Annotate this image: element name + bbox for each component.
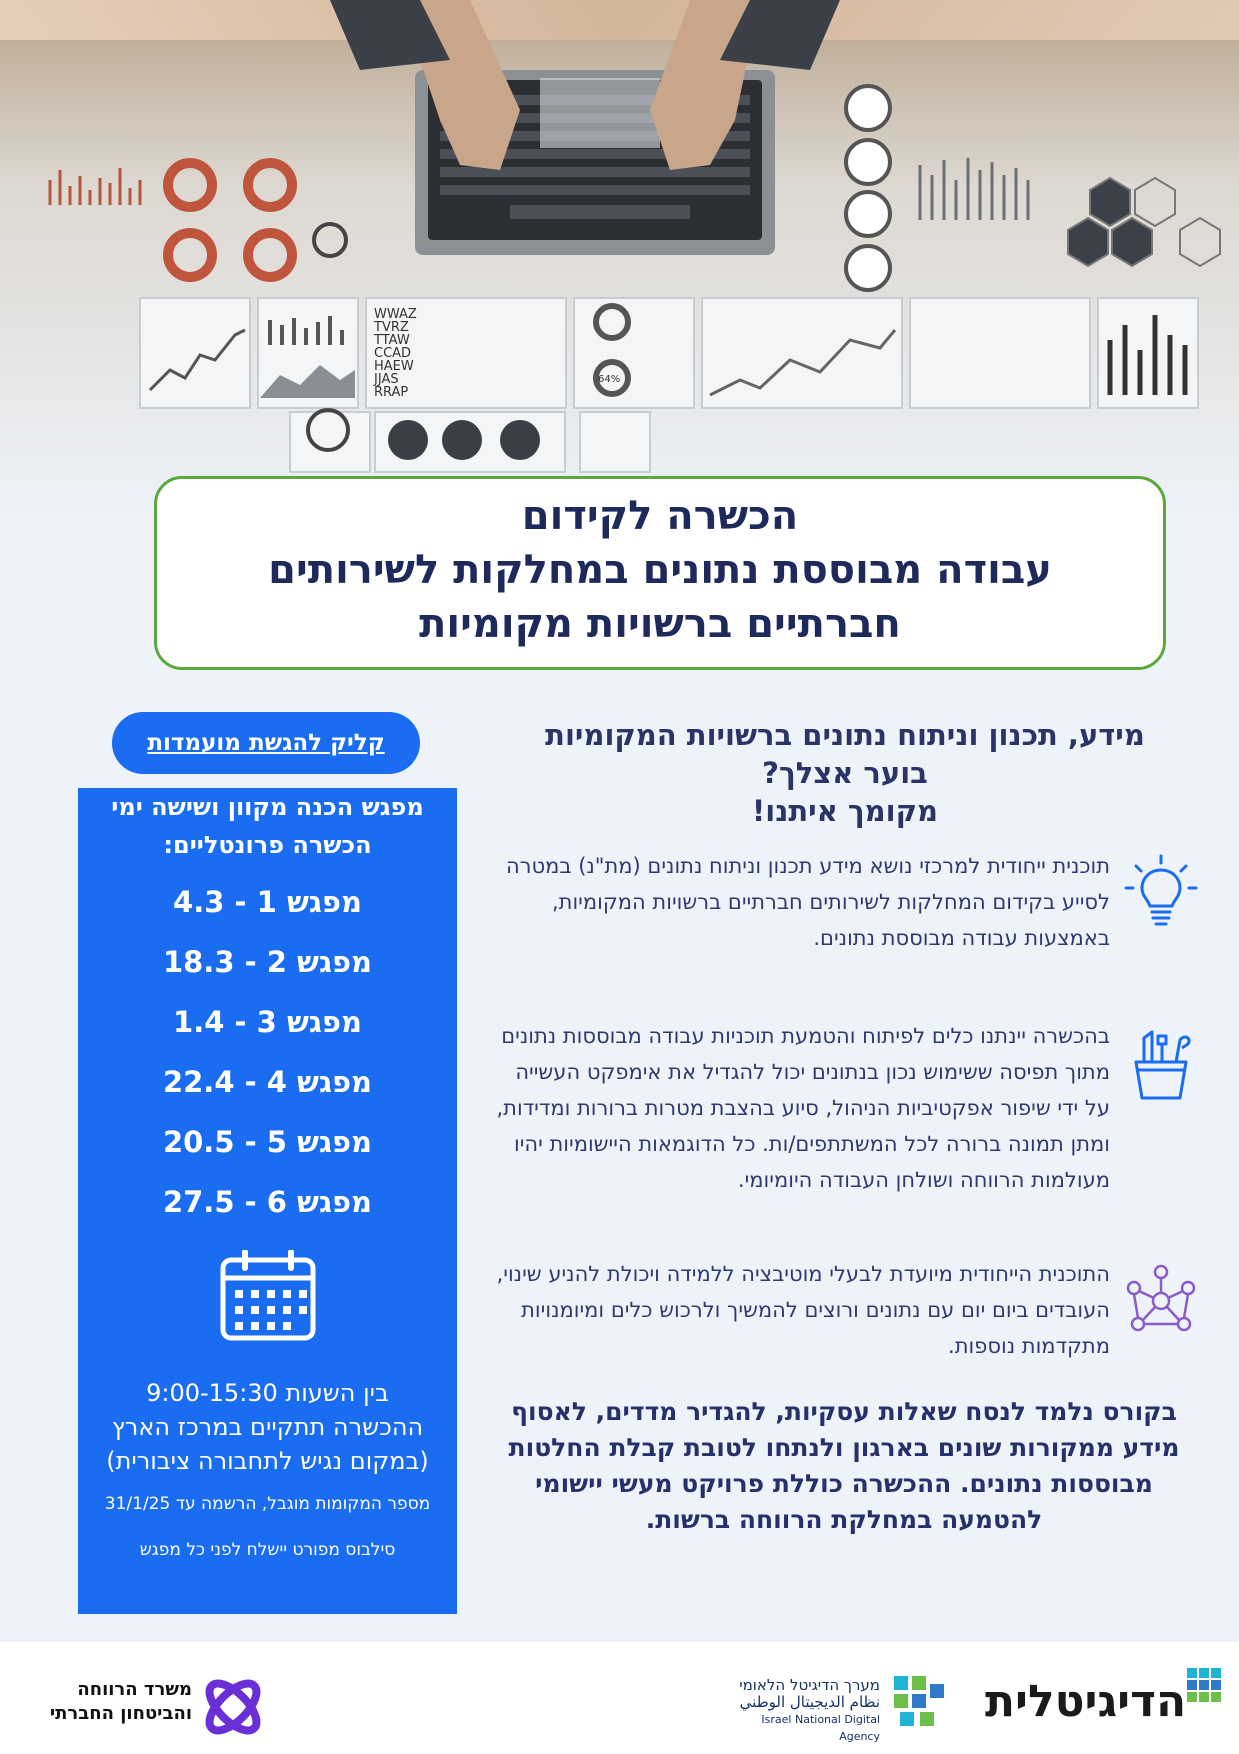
- meeting-item: מפגש 4 - 22.4: [162, 1065, 373, 1099]
- headline-line-1: מידע, תכנון וניתוח נתונים ברשויות המקומיות: [545, 718, 1145, 752]
- agency-he: מערך הדיגיטל הלאומי: [739, 1676, 880, 1694]
- hero-label-7: RRAP: [374, 385, 409, 400]
- agency-logo-icon: [890, 1672, 948, 1730]
- hero-image: [0, 0, 1239, 530]
- hero-pct-label: 64%: [598, 374, 621, 385]
- hero-label-3: TTAW: [374, 333, 410, 348]
- description-column: [490, 716, 1200, 830]
- closing-text: בקורס נלמד לנסח שאלות עסקיות, להגדיר מדדים, לאסוף מידע ממקורות שונים בארגון ולנתחו לטובת קבלת החלטות מבוססות נתונים. ההכשרה כוללת פרויקט מעשי יישומי להטמעה במחלקת הרווחה ברשות.: [508, 1397, 1180, 1534]
- headline-line-2: בוער אצלך?: [762, 756, 928, 790]
- title-box: [154, 476, 1166, 670]
- apply-button[interactable]: קליק להגשת מועמדות: [112, 712, 420, 774]
- meeting-item: מפגש 3 - 1.4: [173, 1005, 362, 1039]
- schedule-intro: מפגש הכנה מקוון ושישה ימי הכשרה פרונטליים:: [111, 793, 424, 859]
- location-note: (במקום נגיש לתחבורה ציבורית): [106, 1447, 429, 1475]
- location-text: ההכשרה תתקיים במרכז הארץ: [111, 1413, 424, 1441]
- agency-ar: نظام الديجيتال الوطني: [739, 1693, 880, 1711]
- agency-logo-text: [724, 1677, 880, 1745]
- paragraph-1: תוכנית ייחודית למרכזי נושא מידע תכנון וניתוח נתונים (מת"נ) במטרה לסייע בקידום המחלקות לשירותים חברתיים ברשויות המקומיות, באמצעות עבודה מבוססת נתונים.: [505, 854, 1110, 950]
- hero-label-4: CCAD: [374, 346, 412, 361]
- paragraph-2: בהכשרה יינתנו כלים לפיתוח והטמעת תוכניות עבודה מבוססות נתונים מתוך תפיסה ששימוש נכון בנתונים יכול להגדיל את אימפקט העשייה על ידי שיפור אפקטיביות הניהול, סיוע בהצבת מטרות ברורות ומדידות, ומתן תמונה ברורה לכל המשתתפים/ות. כל הדוגמאות היישומיות יהיו מעולמות הרווחה ושולחן העבודה היומיומי.: [496, 1024, 1110, 1192]
- hero-label-6: JJAS: [374, 372, 399, 387]
- hero-illustration: [0, 0, 1239, 530]
- meeting-item: מפגש 6 - 27.5: [162, 1185, 373, 1219]
- ministry-logo-text: [22, 1678, 192, 1726]
- syllabus-note: סילבוס מפורט יישלח לפני כל מפגש: [139, 1540, 396, 1560]
- network-icon: [1122, 1262, 1200, 1340]
- ministry-line-1: משרד הרווחה: [77, 1679, 192, 1700]
- digital-cube-icon: [1185, 1666, 1225, 1710]
- schedule-panel: [78, 788, 457, 1614]
- digital-logo-text: הדיגיטלית: [985, 1676, 1187, 1727]
- ministry-logo-icon: [196, 1670, 270, 1744]
- lightbulb-icon: [1122, 852, 1200, 930]
- title-line-2: עבודה מבוססת נתונים במחלקות לשירותים: [268, 547, 1052, 593]
- hero-label-2: TVRZ: [374, 320, 409, 335]
- headline-line-3: מקומך איתנו!: [752, 794, 938, 828]
- meetings-list: [78, 872, 457, 1232]
- calendar-icon: [219, 1250, 317, 1342]
- title-line-3: חברתיים ברשויות מקומיות: [419, 601, 901, 647]
- agency-en: Israel National Digital Agency: [761, 1713, 880, 1743]
- paragraph-3: התוכנית הייחודית מיועדת לבעלי מוטיבציה ללמידה ויכולת להניע שינוי, העובדים ביום יום עם נתונים ורוצים להמשיך ולרכוש כלים ומיומנויות מתקדמות נוספות.: [496, 1262, 1110, 1358]
- headline: [490, 716, 1200, 830]
- hero-label-5: HAEW: [374, 359, 414, 374]
- title-line-1: הכשרה לקידום: [521, 493, 799, 539]
- footer: [0, 1642, 1239, 1754]
- hours-text: בין השעות 9:00-15:30: [146, 1379, 389, 1407]
- meeting-item: מפגש 2 - 18.3: [162, 945, 373, 979]
- meeting-item: מפגש 1 - 4.3: [173, 885, 362, 919]
- ministry-line-2: והביטחון החברתי: [49, 1703, 192, 1724]
- tools-icon: [1122, 1024, 1200, 1102]
- hero-label-1: WWAZ: [374, 307, 417, 322]
- meeting-item: מפגש 5 - 20.5: [162, 1125, 373, 1159]
- registration-note: מספר המקומות מוגבל, הרשמה עד 31/1/25: [104, 1494, 431, 1514]
